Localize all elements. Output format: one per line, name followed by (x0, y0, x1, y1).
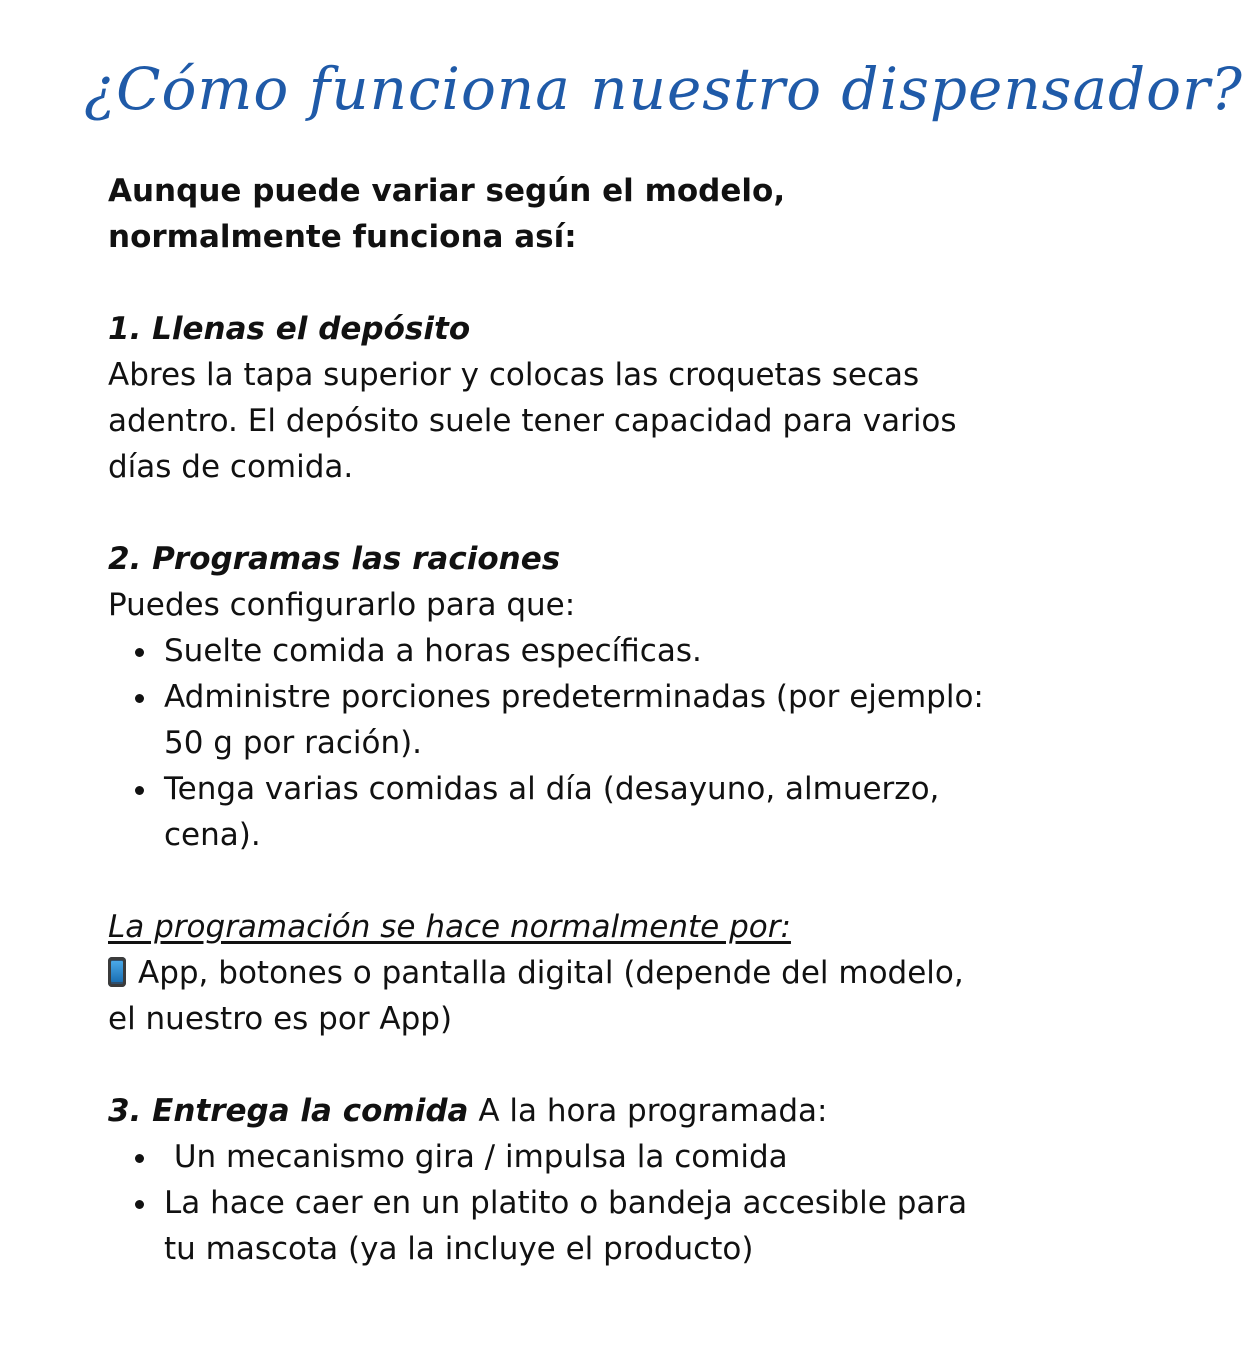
step-1-heading: 1. Llenas el depósito (108, 311, 471, 347)
list-item: Un mecanismo gira / impulsa la comida (164, 1134, 988, 1180)
step-3-list (108, 1134, 988, 1272)
intro-line-1: Aunque puede variar según el modelo, (108, 173, 786, 209)
step-1-section (108, 306, 988, 490)
step-2-list (108, 628, 988, 858)
intro-line-2: normalmente funciona así: (108, 219, 577, 255)
list-item: Suelte comida a horas específicas. (164, 628, 988, 674)
programming-label: La programación se hace normalmente por: (108, 909, 791, 945)
step-2-heading: 2. Programas las raciones (108, 541, 561, 577)
step-3-lead: A la hora programada: (478, 1093, 828, 1129)
list-item: La hace caer en un platito o bandeja accesible para tu mascota (ya la incluye el producto) (164, 1180, 988, 1272)
list-item: Administre porciones predeterminadas (por ejemplo: 50 g por ración). (164, 674, 988, 766)
step-2-section (108, 536, 988, 858)
mobile-phone-icon (108, 957, 126, 987)
step-3-section (108, 1088, 988, 1272)
step-2-lead: Puedes configurarlo para que: (108, 587, 576, 623)
programming-text: App, botones o pantalla digital (depende del modelo, el nuestro es por App) (108, 955, 964, 1037)
programming-text-line (108, 950, 988, 1042)
step-3-heading-line (108, 1088, 988, 1134)
intro-text (108, 168, 988, 260)
list-item: Tenga varias comidas al día (desayuno, almuerzo, cena). (164, 766, 988, 858)
step-1-text: Abres la tapa superior y colocas las croquetas secas adentro. El depósito suele tener capacidad para varios días de comida. (108, 357, 957, 485)
step-3-heading: 3. Entrega la comida (108, 1093, 469, 1129)
main-content (108, 168, 988, 1272)
page-title: ¿Cómo funciona nuestro dispensador? (84, 55, 1243, 123)
programming-section (108, 904, 988, 1042)
